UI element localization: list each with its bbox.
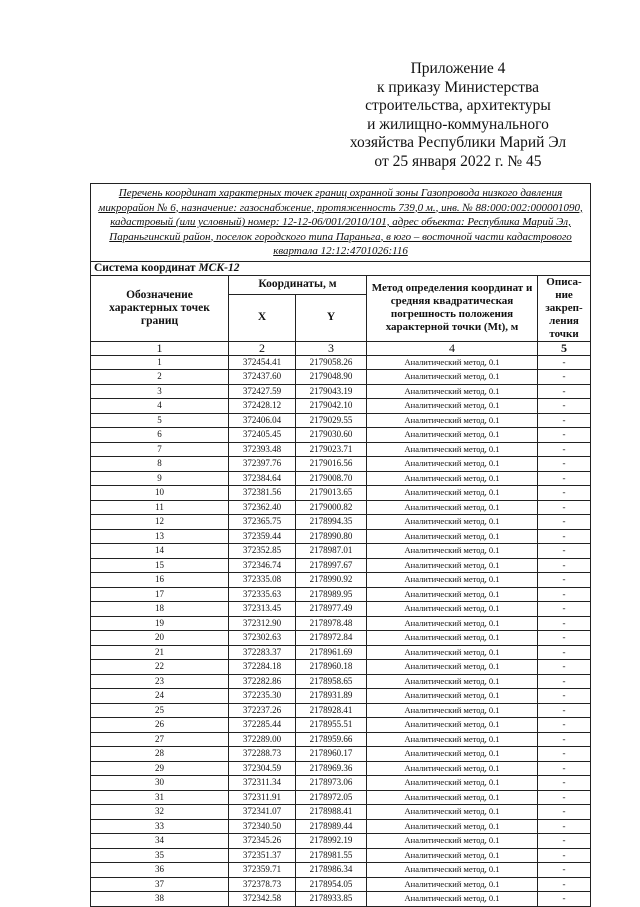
method-cell: Аналитический метод, 0.1 <box>367 892 538 907</box>
x-coordinate: 372282.86 <box>229 674 296 689</box>
y-coordinate: 2179000.82 <box>296 500 367 515</box>
method-cell: Аналитический метод, 0.1 <box>367 616 538 631</box>
x-coordinate: 372393.48 <box>229 442 296 457</box>
x-coordinate: 372428.12 <box>229 399 296 414</box>
y-coordinate: 2179013.65 <box>296 486 367 501</box>
x-coordinate: 372406.04 <box>229 413 296 428</box>
x-coordinate: 372285.44 <box>229 718 296 733</box>
point-number: 33 <box>91 819 229 834</box>
point-number: 25 <box>91 703 229 718</box>
x-coordinate: 372312.90 <box>229 616 296 631</box>
method-cell: Аналитический метод, 0.1 <box>367 732 538 747</box>
description-cell: - <box>538 689 591 704</box>
y-coordinate: 2178955.51 <box>296 718 367 733</box>
y-coordinate: 2179048.90 <box>296 370 367 385</box>
table-row <box>91 413 591 428</box>
method-cell: Аналитический метод, 0.1 <box>367 500 538 515</box>
description-cell: - <box>538 747 591 762</box>
x-coordinate: 372359.71 <box>229 863 296 878</box>
table-row <box>91 703 591 718</box>
point-number: 3 <box>91 384 229 399</box>
description-cell: - <box>538 660 591 675</box>
y-coordinate: 2179043.19 <box>296 384 367 399</box>
method-cell: Аналитический метод, 0.1 <box>367 776 538 791</box>
y-coordinate: 2178981.55 <box>296 848 367 863</box>
table-row <box>91 674 591 689</box>
x-coordinate: 372378.73 <box>229 877 296 892</box>
y-coordinate: 2179058.26 <box>296 355 367 370</box>
method-cell: Аналитический метод, 0.1 <box>367 834 538 849</box>
table-row <box>91 602 591 617</box>
description-cell: - <box>538 457 591 472</box>
header-y: Y <box>296 294 367 341</box>
column-numbers-row <box>91 341 591 355</box>
point-number: 38 <box>91 892 229 907</box>
point-number: 12 <box>91 515 229 530</box>
description-cell: - <box>538 544 591 559</box>
description-cell: - <box>538 703 591 718</box>
x-coordinate: 372340.50 <box>229 819 296 834</box>
x-coordinate: 372351.37 <box>229 848 296 863</box>
method-cell: Аналитический метод, 0.1 <box>367 384 538 399</box>
table-row <box>91 457 591 472</box>
y-coordinate: 2178987.01 <box>296 544 367 559</box>
column-number: 3 <box>296 341 367 355</box>
y-coordinate: 2179008.70 <box>296 471 367 486</box>
x-coordinate: 372397.76 <box>229 457 296 472</box>
appendix-line: Приложение 4 <box>410 60 506 77</box>
x-coordinate: 372454.41 <box>229 355 296 370</box>
description-cell: - <box>538 558 591 573</box>
appendix-line: строительства, архитектуры <box>365 97 551 114</box>
table-row <box>91 776 591 791</box>
x-coordinate: 372237.26 <box>229 703 296 718</box>
table-row <box>91 471 591 486</box>
x-coordinate: 372359.44 <box>229 529 296 544</box>
y-coordinate: 2178986.34 <box>296 863 367 878</box>
y-coordinate: 2178978.48 <box>296 616 367 631</box>
description-cell: - <box>538 776 591 791</box>
y-coordinate: 2179030.60 <box>296 428 367 443</box>
table-row <box>91 718 591 733</box>
description-cell: - <box>538 355 591 370</box>
table-row <box>91 747 591 762</box>
point-number: 21 <box>91 645 229 660</box>
description-cell: - <box>538 413 591 428</box>
method-cell: Аналитический метод, 0.1 <box>367 660 538 675</box>
y-coordinate: 2178977.49 <box>296 602 367 617</box>
description-cell: - <box>538 834 591 849</box>
x-coordinate: 372335.63 <box>229 587 296 602</box>
point-number: 16 <box>91 573 229 588</box>
y-coordinate: 2178997.67 <box>296 558 367 573</box>
x-coordinate: 372381.56 <box>229 486 296 501</box>
method-cell: Аналитический метод, 0.1 <box>367 848 538 863</box>
description-cell: - <box>538 790 591 805</box>
method-cell: Аналитический метод, 0.1 <box>367 761 538 776</box>
description-cell: - <box>538 399 591 414</box>
table-row <box>91 819 591 834</box>
method-cell: Аналитический метод, 0.1 <box>367 413 538 428</box>
table-row <box>91 863 591 878</box>
description-cell: - <box>538 631 591 646</box>
point-number: 11 <box>91 500 229 515</box>
description-cell: - <box>538 500 591 515</box>
method-cell: Аналитический метод, 0.1 <box>367 558 538 573</box>
header-desc: Описа-ние закреп-ления точки <box>538 275 591 341</box>
x-coordinate: 372302.63 <box>229 631 296 646</box>
y-coordinate: 2178931.89 <box>296 689 367 704</box>
x-coordinate: 372284.18 <box>229 660 296 675</box>
x-coordinate: 372283.37 <box>229 645 296 660</box>
x-coordinate: 372304.59 <box>229 761 296 776</box>
column-number: 2 <box>229 341 296 355</box>
description-cell: - <box>538 370 591 385</box>
point-number: 10 <box>91 486 229 501</box>
method-cell: Аналитический метод, 0.1 <box>367 529 538 544</box>
x-coordinate: 372311.91 <box>229 790 296 805</box>
method-cell: Аналитический метод, 0.1 <box>367 689 538 704</box>
point-number: 26 <box>91 718 229 733</box>
table-row <box>91 573 591 588</box>
y-coordinate: 2178933.85 <box>296 892 367 907</box>
description-cell: - <box>538 573 591 588</box>
x-coordinate: 372437.60 <box>229 370 296 385</box>
method-cell: Аналитический метод, 0.1 <box>367 602 538 617</box>
point-number: 15 <box>91 558 229 573</box>
point-number: 2 <box>91 370 229 385</box>
description-cell: - <box>538 805 591 820</box>
table-row <box>91 848 591 863</box>
description-cell: - <box>538 471 591 486</box>
point-number: 13 <box>91 529 229 544</box>
method-cell: Аналитический метод, 0.1 <box>367 471 538 486</box>
appendix-line: и жилищно-коммунального <box>367 115 549 133</box>
table-row <box>91 355 591 370</box>
method-cell: Аналитический метод, 0.1 <box>367 587 538 602</box>
x-coordinate: 372384.64 <box>229 471 296 486</box>
point-number: 30 <box>91 776 229 791</box>
method-cell: Аналитический метод, 0.1 <box>367 399 538 414</box>
table-row <box>91 558 591 573</box>
table-row <box>91 689 591 704</box>
table-row <box>91 892 591 907</box>
y-coordinate: 2178928.41 <box>296 703 367 718</box>
point-number: 27 <box>91 732 229 747</box>
method-cell: Аналитический метод, 0.1 <box>367 631 538 646</box>
point-number: 24 <box>91 689 229 704</box>
x-coordinate: 372345.26 <box>229 834 296 849</box>
description-cell: - <box>538 616 591 631</box>
table-row <box>91 500 591 515</box>
x-coordinate: 372427.59 <box>229 384 296 399</box>
description-cell: - <box>538 761 591 776</box>
y-coordinate: 2178958.65 <box>296 674 367 689</box>
y-coordinate: 2178992.19 <box>296 834 367 849</box>
y-coordinate: 2178994.35 <box>296 515 367 530</box>
method-cell: Аналитический метод, 0.1 <box>367 790 538 805</box>
table-row <box>91 631 591 646</box>
point-number: 35 <box>91 848 229 863</box>
description-cell: - <box>538 428 591 443</box>
table-row <box>91 486 591 501</box>
method-cell: Аналитический метод, 0.1 <box>367 645 538 660</box>
description-cell: - <box>538 529 591 544</box>
point-number: 32 <box>91 805 229 820</box>
point-number: 37 <box>91 877 229 892</box>
point-number: 9 <box>91 471 229 486</box>
column-number: 1 <box>91 341 229 355</box>
point-number: 6 <box>91 428 229 443</box>
method-cell: Аналитический метод, 0.1 <box>367 486 538 501</box>
x-coordinate: 372235.30 <box>229 689 296 704</box>
method-cell: Аналитический метод, 0.1 <box>367 703 538 718</box>
table-caption-text: Перечень координат характерных точек границ охранной зоны Газопровода низкого давления микрорайон № 6, назначение: газоснабжение, протяженность 739,0 м., инв. № 88:000:002:000001090, кадастровый (или условный) номер: 12-12-06/001/2010/101, адрес объекта: Республика Марий Эл, Параньгинский район, поселок городского типа Параньга, в юго – восточной части кадастрового квартала 12:12:4701026:116 <box>98 187 583 257</box>
header-method: Метод определения координат и средняя квадратическая погрешность положения характерной точки (Mt), м <box>367 275 538 341</box>
appendix-header <box>328 60 588 171</box>
point-number: 22 <box>91 660 229 675</box>
method-cell: Аналитический метод, 0.1 <box>367 457 538 472</box>
point-number: 4 <box>91 399 229 414</box>
point-number: 23 <box>91 674 229 689</box>
table-row <box>91 645 591 660</box>
point-number: 8 <box>91 457 229 472</box>
method-cell: Аналитический метод, 0.1 <box>367 877 538 892</box>
x-coordinate: 372335.08 <box>229 573 296 588</box>
y-coordinate: 2179042.10 <box>296 399 367 414</box>
x-coordinate: 372362.40 <box>229 500 296 515</box>
table-row <box>91 732 591 747</box>
x-coordinate: 372405.45 <box>229 428 296 443</box>
y-coordinate: 2178961.69 <box>296 645 367 660</box>
method-cell: Аналитический метод, 0.1 <box>367 747 538 762</box>
point-number: 34 <box>91 834 229 849</box>
y-coordinate: 2178954.05 <box>296 877 367 892</box>
table-row <box>91 660 591 675</box>
table-row <box>91 384 591 399</box>
table-row <box>91 616 591 631</box>
description-cell: - <box>538 442 591 457</box>
method-cell: Аналитический метод, 0.1 <box>367 442 538 457</box>
description-cell: - <box>538 718 591 733</box>
table-row <box>91 428 591 443</box>
x-coordinate: 372288.73 <box>229 747 296 762</box>
header-x: X <box>229 294 296 341</box>
point-number: 1 <box>91 355 229 370</box>
description-cell: - <box>538 732 591 747</box>
coordinate-system <box>91 261 591 275</box>
method-cell: Аналитический метод, 0.1 <box>367 515 538 530</box>
y-coordinate: 2178969.36 <box>296 761 367 776</box>
table-row <box>91 834 591 849</box>
point-number: 29 <box>91 761 229 776</box>
x-coordinate: 372311.34 <box>229 776 296 791</box>
x-coordinate: 372342.58 <box>229 892 296 907</box>
y-coordinate: 2179016.56 <box>296 457 367 472</box>
x-coordinate: 372352.85 <box>229 544 296 559</box>
point-number: 28 <box>91 747 229 762</box>
column-number: 4 <box>367 341 538 355</box>
header-coords: Координаты, м <box>229 275 367 294</box>
description-cell: - <box>538 486 591 501</box>
y-coordinate: 2178972.05 <box>296 790 367 805</box>
point-number: 31 <box>91 790 229 805</box>
method-cell: Аналитический метод, 0.1 <box>367 355 538 370</box>
description-cell: - <box>538 674 591 689</box>
table-caption <box>91 184 591 262</box>
y-coordinate: 2179029.55 <box>296 413 367 428</box>
method-cell: Аналитический метод, 0.1 <box>367 370 538 385</box>
table-row <box>91 790 591 805</box>
description-cell: - <box>538 587 591 602</box>
coordinates-table <box>90 183 591 907</box>
y-coordinate: 2178959.66 <box>296 732 367 747</box>
method-cell: Аналитический метод, 0.1 <box>367 805 538 820</box>
table-row <box>91 399 591 414</box>
description-cell: - <box>538 602 591 617</box>
y-coordinate: 2178990.92 <box>296 573 367 588</box>
description-cell: - <box>538 848 591 863</box>
point-number: 36 <box>91 863 229 878</box>
y-coordinate: 2178973.06 <box>296 776 367 791</box>
description-cell: - <box>538 863 591 878</box>
y-coordinate: 2178989.44 <box>296 819 367 834</box>
column-number: 5 <box>538 341 591 355</box>
table-row <box>91 370 591 385</box>
x-coordinate: 372313.45 <box>229 602 296 617</box>
method-cell: Аналитический метод, 0.1 <box>367 674 538 689</box>
table-row <box>91 442 591 457</box>
point-number: 19 <box>91 616 229 631</box>
x-coordinate: 372289.00 <box>229 732 296 747</box>
y-coordinate: 2178972.84 <box>296 631 367 646</box>
y-coordinate: 2178989.95 <box>296 587 367 602</box>
point-number: 20 <box>91 631 229 646</box>
method-cell: Аналитический метод, 0.1 <box>367 718 538 733</box>
y-coordinate: 2178988.41 <box>296 805 367 820</box>
coordinate-system-label: Система координат <box>94 262 196 274</box>
table-row <box>91 587 591 602</box>
point-number: 7 <box>91 442 229 457</box>
y-coordinate: 2178990.80 <box>296 529 367 544</box>
y-coordinate: 2179023.71 <box>296 442 367 457</box>
appendix-line: к приказу Министерства <box>377 78 539 96</box>
coordinate-system-value: МСК-12 <box>198 262 240 274</box>
table-row <box>91 529 591 544</box>
table-row <box>91 877 591 892</box>
point-number: 14 <box>91 544 229 559</box>
method-cell: Аналитический метод, 0.1 <box>367 573 538 588</box>
point-number: 17 <box>91 587 229 602</box>
description-cell: - <box>538 515 591 530</box>
header-point: Обозначение характерных точек границ <box>91 275 229 341</box>
description-cell: - <box>538 877 591 892</box>
table-row <box>91 761 591 776</box>
point-number: 5 <box>91 413 229 428</box>
method-cell: Аналитический метод, 0.1 <box>367 863 538 878</box>
table-row <box>91 544 591 559</box>
appendix-line: хозяйства Республики Марий Эл <box>349 134 567 151</box>
appendix-line: от 25 января 2022 г. № 45 <box>374 152 542 170</box>
description-cell: - <box>538 384 591 399</box>
x-coordinate: 372341.07 <box>229 805 296 820</box>
method-cell: Аналитический метод, 0.1 <box>367 819 538 834</box>
description-cell: - <box>538 819 591 834</box>
x-coordinate: 372346.74 <box>229 558 296 573</box>
y-coordinate: 2178960.18 <box>296 660 367 675</box>
point-number: 18 <box>91 602 229 617</box>
table-row <box>91 515 591 530</box>
description-cell: - <box>538 645 591 660</box>
method-cell: Аналитический метод, 0.1 <box>367 428 538 443</box>
table-row <box>91 805 591 820</box>
description-cell: - <box>538 892 591 907</box>
method-cell: Аналитический метод, 0.1 <box>367 544 538 559</box>
y-coordinate: 2178960.17 <box>296 747 367 762</box>
x-coordinate: 372365.75 <box>229 515 296 530</box>
